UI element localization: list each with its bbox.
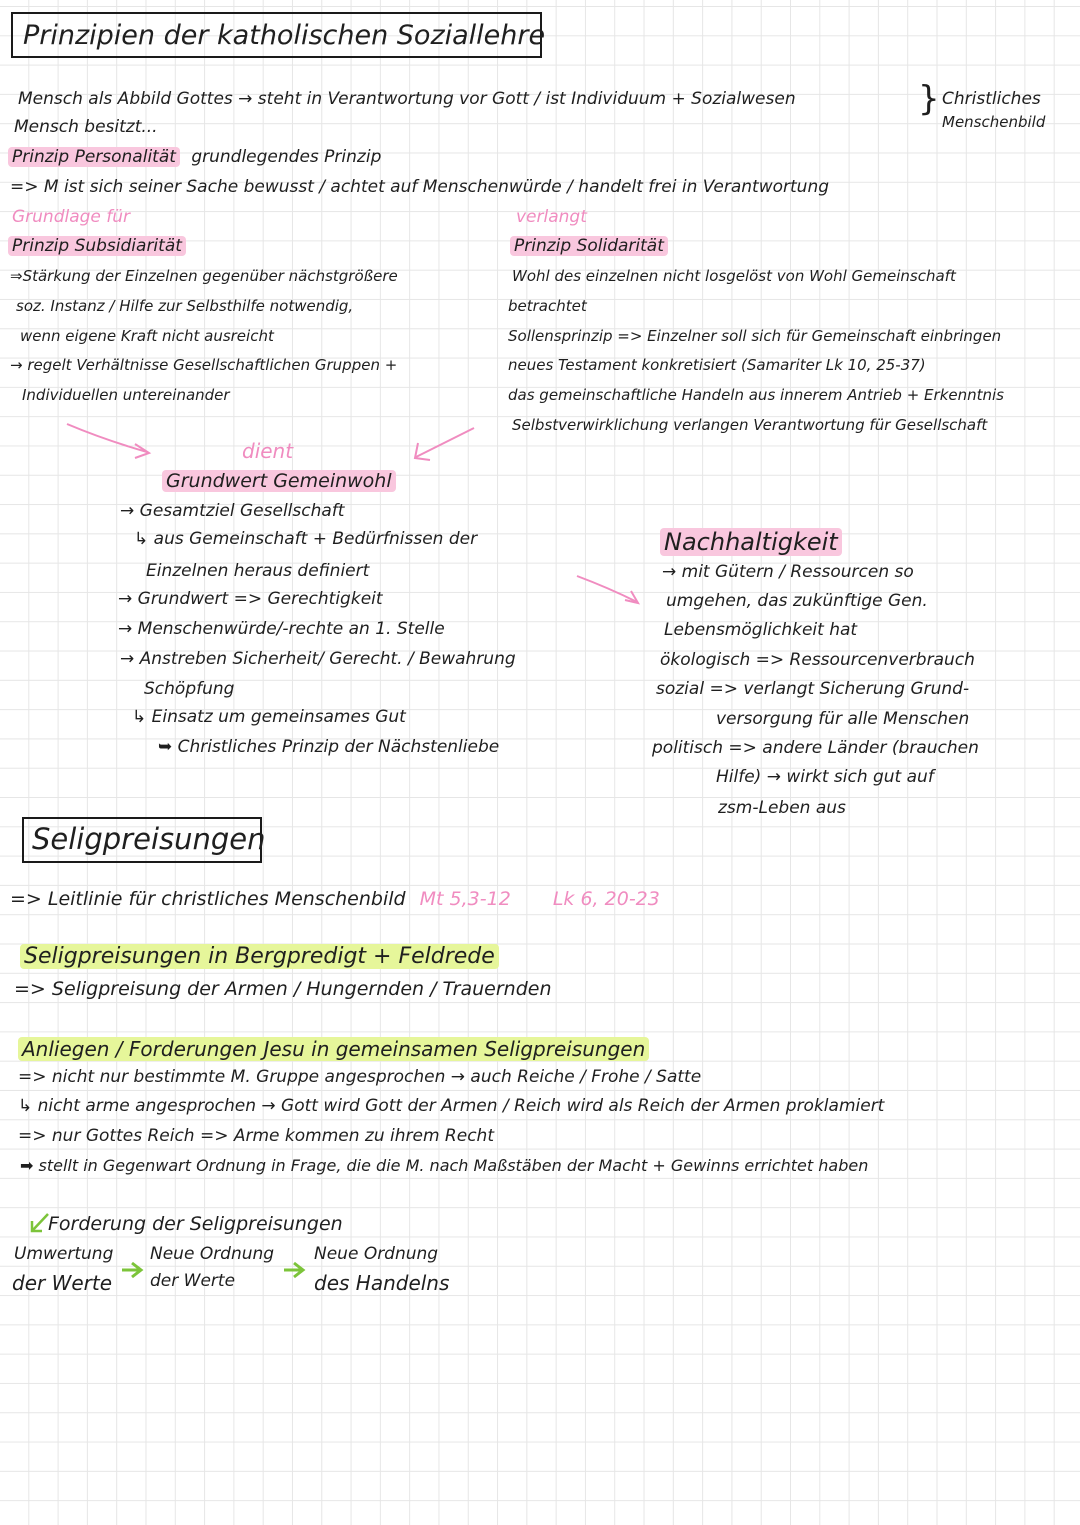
intro-line-1: Mensch als Abbild Gottes → steht in Verantwortung vor Gott / ist Individuum + Sozialwesen <box>18 89 796 109</box>
common-good-line: → Gesamtziel Gesellschaft <box>120 501 345 521</box>
arrow-to-sustainability-icon <box>575 572 645 612</box>
beatitudes-sub1 <box>20 944 499 969</box>
beatitudes-guideline-text: => Leitlinie für christliches Menschenbild <box>10 888 406 910</box>
sustainability-line: versorgung für alle Menschen <box>716 709 970 729</box>
subsidiarity-line: ⇒Stärkung der Einzelnen gegenüber nächstgrößere <box>10 267 398 285</box>
common-good-line: → Menschenwürde/-rechte an 1. Stelle <box>118 619 445 639</box>
brace-icon: } <box>918 79 940 119</box>
personality-sub: grundlegendes Prinzip <box>191 147 382 167</box>
beatitudes-sub2-last-text: stellt in Gegenwart Ordnung in Frage, die die M. nach Maßstäben der Macht + Gewinns errichtet haben <box>38 1156 869 1175</box>
intro-brace-label-1: Christliches <box>942 89 1041 109</box>
connector-verlangt: verlangt <box>516 207 587 227</box>
sustainability-line: umgehen, das zukünftige Gen. <box>666 591 928 611</box>
common-good-line: Schöpfung <box>144 679 235 699</box>
sustainability-line: zsm-Leben aus <box>718 798 846 818</box>
solidarity-label <box>510 237 668 257</box>
connector-grundlage: Grundlage für <box>12 207 131 227</box>
common-good-label-text: Grundwert Gemeinwohl <box>162 470 396 492</box>
demand-step-1-line1: Umwertung <box>14 1244 114 1264</box>
beatitudes-sub2-line: ↳ nicht arme angesprochen → Gott wird Gott der Armen / Reich wird als Reich der Armen proklamiert <box>18 1096 885 1116</box>
green-arrow-icon <box>120 1260 144 1280</box>
sustainability-line: Lebensmöglichkeit hat <box>664 620 858 640</box>
subsidiarity-line: wenn eigene Kraft nicht ausreicht <box>20 327 274 345</box>
personality-label <box>8 148 381 168</box>
subsidiarity-label <box>8 237 186 257</box>
demand-step-3-line1: Neue Ordnung <box>314 1244 439 1264</box>
beatitudes-ref-lk: Lk 6, 20-23 <box>552 888 660 910</box>
solidarity-line: das gemeinschaftliche Handeln aus innerem Antrieb + Erkenntnis <box>508 386 1004 404</box>
intro-brace-label-2: Menschenbild <box>942 113 1046 131</box>
common-good-line: ↳ aus Gemeinschaft + Bedürfnissen der <box>134 529 478 549</box>
solidarity-line: Sollensprinzip => Einzelner soll sich für Gemeinschaft einbringen <box>508 327 1002 345</box>
connector-dient: dient <box>242 439 294 463</box>
common-good-line: → Anstreben Sicherheit/ Gerecht. / Bewahrung <box>120 649 516 669</box>
beatitudes-sub1-text: Seligpreisungen in Bergpredigt + Feldrede <box>20 944 499 969</box>
arrow-left-down-icon <box>65 420 155 460</box>
section-title-beatitudes: Seligpreisungen <box>22 817 262 863</box>
beatitudes-sub2-line: => nicht nur bestimmte M. Gruppe angesprochen → auch Reiche / Frohe / Satte <box>18 1067 702 1087</box>
subsidiarity-line: Individuellen untereinander <box>22 386 230 404</box>
demand-step-2-line1: Neue Ordnung <box>150 1244 275 1264</box>
common-good-line: ↳ Einsatz um gemeinsames Gut <box>132 707 406 727</box>
sustainability-label-text: Nachhaltigkeit <box>660 528 842 556</box>
demand-step-1-line2: der Werte <box>12 1271 113 1295</box>
common-good-label <box>162 471 396 493</box>
sustainability-label <box>660 529 842 557</box>
subsidiarity-line: → regelt Verhältnisse Gesellschaftlichen Gruppen + <box>10 356 398 374</box>
beatitudes-sub2-line: => nur Gottes Reich => Arme kommen zu ihrem Recht <box>18 1126 494 1146</box>
sustainability-line: ökologisch => Ressourcenverbrauch <box>660 650 975 670</box>
personality-label-text: Prinzip Personalität <box>8 147 180 167</box>
subsidiarity-line: soz. Instanz / Hilfe zur Selbsthilfe notwendig, <box>16 297 354 315</box>
intro-line-2: Mensch besitzt... <box>14 117 158 137</box>
solidarity-label-text: Prinzip Solidarität <box>510 236 668 256</box>
beatitudes-sub2-text: Anliegen / Forderungen Jesu in gemeinsamen Seligpreisungen <box>18 1037 649 1061</box>
demand-step-2-line2: der Werte <box>150 1271 236 1291</box>
sustainability-line: politisch => andere Länder (brauchen <box>652 738 979 758</box>
beatitudes-sub2 <box>18 1038 649 1061</box>
solidarity-line: Wohl des einzelnen nicht losgelöst von Wohl Gemeinschaft <box>512 267 956 285</box>
arrow-right-down-icon <box>410 425 480 465</box>
page-title: Prinzipien der katholischen Soziallehre <box>11 12 542 58</box>
demand-step-3-line2: des Handelns <box>314 1271 450 1295</box>
heavy-arrow-icon: ➡ <box>20 1156 39 1175</box>
subsidiarity-label-text: Prinzip Subsidiarität <box>8 236 186 256</box>
beatitudes-sub2-last <box>20 1157 868 1175</box>
common-good-line: Einzelnen heraus definiert <box>146 561 370 581</box>
demand-title: Forderung der Seligpreisungen <box>48 1213 343 1235</box>
solidarity-line: Selbstverwirklichung verlangen Verantwortung für Gesellschaft <box>512 416 988 434</box>
common-good-line: → Grundwert => Gerechtigkeit <box>118 589 383 609</box>
beatitudes-sub1-line: => Seligpreisung der Armen / Hungernden / Trauernden <box>14 978 552 1000</box>
check-arrow-icon <box>28 1212 50 1234</box>
beatitudes-guideline <box>10 889 660 911</box>
solidarity-line: neues Testament konkretisiert (Samariter Lk 10, 25-37) <box>508 356 926 374</box>
green-arrow-icon <box>282 1260 306 1280</box>
sustainability-line: sozial => verlangt Sicherung Grund- <box>656 679 970 699</box>
sustainability-line: Hilfe) → wirkt sich gut auf <box>716 767 934 787</box>
common-good-line: ➥ Christliches Prinzip der Nächstenliebe <box>158 737 500 757</box>
beatitudes-ref-mt: Mt 5,3-12 <box>419 888 511 910</box>
solidarity-line: betrachtet <box>508 297 587 315</box>
personality-line: => M ist sich seiner Sache bewusst / achtet auf Menschenwürde / handelt frei in Verantwortung <box>10 177 830 197</box>
sustainability-line: → mit Gütern / Ressourcen so <box>662 562 914 582</box>
